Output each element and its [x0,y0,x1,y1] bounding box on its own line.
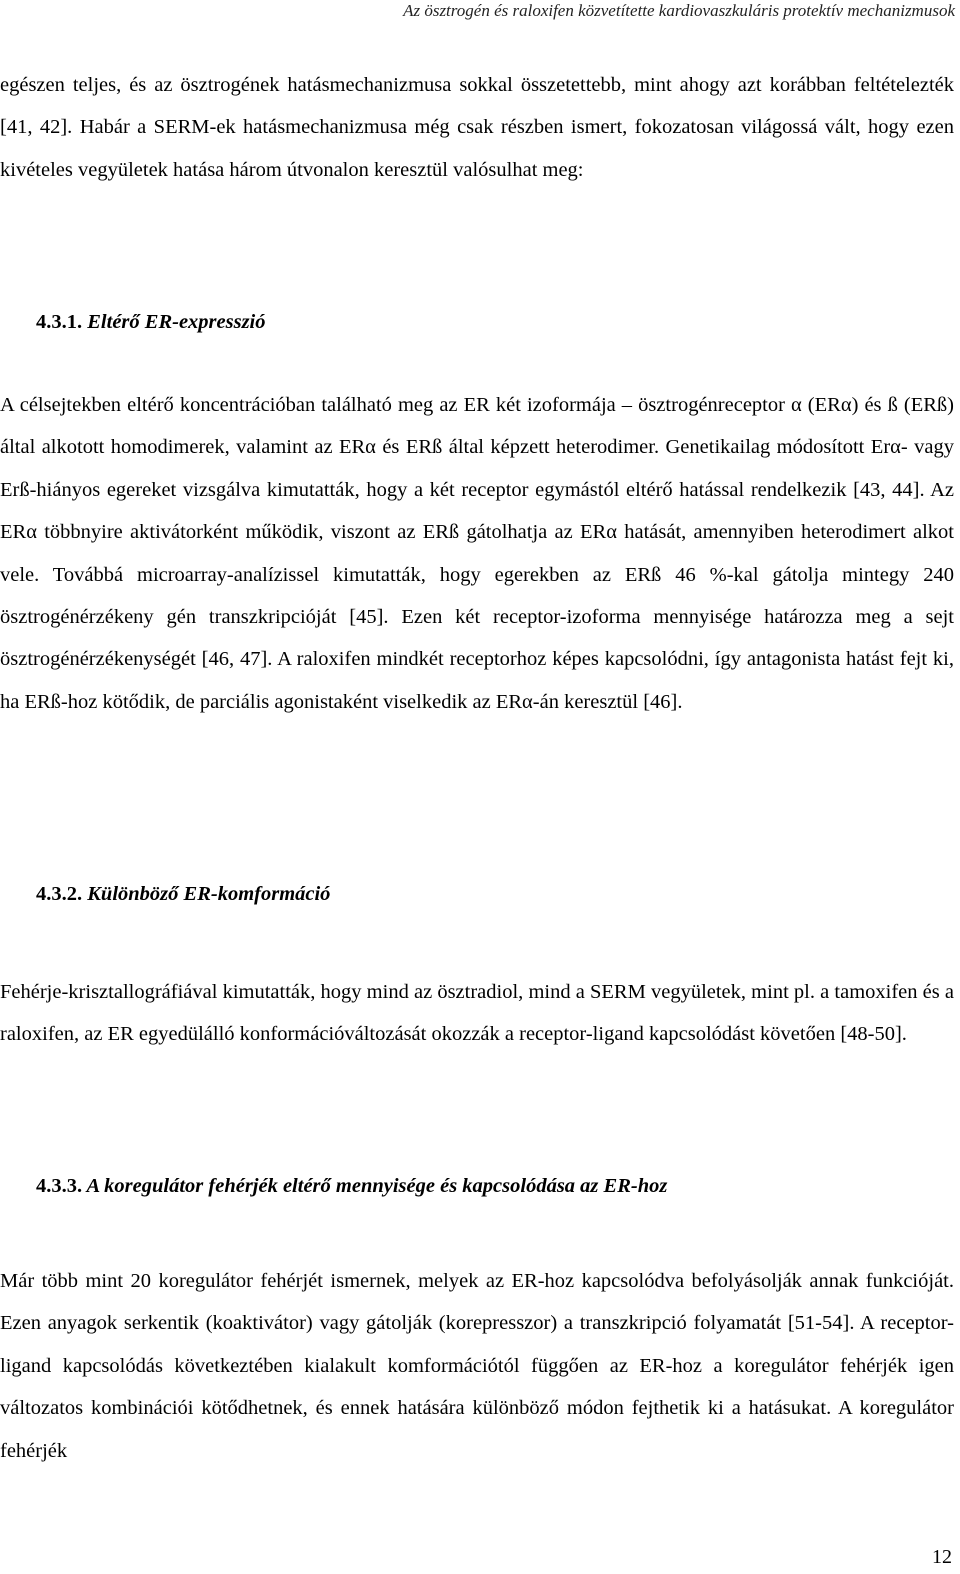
section-number: 4.3.2. [36,883,83,905]
section-heading-4-3-1 [36,308,266,336]
section-heading-4-3-3 [36,1172,667,1200]
section-title: A koregulátor fehérjék eltérő mennyisége és kapcsolódása az ER-hoz [86,1175,668,1197]
paragraph-coregulators: Már több mint 20 koregulátor fehérjét ismernek, melyek az ER-hoz kapcsolódva befolyásolják annak funkcióját. Ezen anyagok serkentik (koaktivátor) vagy gátolják (korepresszor) a transzkripció folyamatát [51-54]. A receptor-ligand kapcsolódás következtében kialakult komformációtól függően az ER-hoz a koregulátor fehérjék igen változatos kombinációi kötődhetnek, és ennek hatására különböző módon fejthetik ki a hatásukat. A koregulátor fehérjék [0,1270,954,1462]
running-header: Az ösztrogén és raloxifen közvetítette kardiovaszkuláris protektív mechanizmusok [403,1,955,20]
paragraph-er-expression: A célsejtekben eltérő koncentrációban található meg az ER két izoformája – ösztrogénreceptor α (ERα) és ß (ERß) által alkotott homodimerek, valamint az ERα és ERß által képzett heterodimer. Genetikailag módosított Erα- vagy Erß-hiányos egereket vizsgálva kimutatták, hogy a két receptor egymástól eltérő hatással rendelkezik [43, 44]. Az ERα többnyire aktivátorként működik, viszont az ERß gátolhatja az ERα hatását, amennyiben heterodimert alkot vele. Továbbá microarray-analízissel kimutatták, hogy egerekben az ERß 46 %-kal gátolja mintegy 240 ösztrogénérzékeny gén transzkripcióját [45]. Ezen két receptor-izoforma mennyisége határozza meg a sejt ösztrogénérzékenységét [46, 47]. A raloxifen mindkét receptorhoz képes kapcsolódni, így antagonista hatást fejt ki, ha ERß-hoz kötődik, de parciális agonistaként viselkedik az ERα-án keresztül [46]. [0,394,954,713]
section-number: 4.3.1. [36,311,83,333]
section-title: Eltérő ER-expresszió [87,311,266,333]
section-heading-4-3-2 [36,880,330,908]
section-number: 4.3.3. [36,1175,83,1197]
paragraph-intro: egészen teljes, és az ösztrogének hatásmechanizmusa sokkal összetettebb, mint ahogy azt korábban feltételezték [41, 42]. Habár a SERM-ek hatásmechanizmusa még csak részben ismert, fokozatosan világossá vált, hogy ezen kivételes vegyületek hatása három útvonalon keresztül valósulhat meg: [0,74,954,181]
page-number: 12 [932,1546,952,1568]
paragraph-er-conformation: Fehérje-krisztallográfiával kimutatták, hogy mind az ösztradiol, mind a SERM vegyületek, mint pl. a tamoxifen és a raloxifen, az ER egyedülálló konformációváltozását okozzák a receptor-ligand kapcsolódást követően [48-50]. [0,981,954,1046]
section-title: Különböző ER-komformáció [87,883,331,905]
